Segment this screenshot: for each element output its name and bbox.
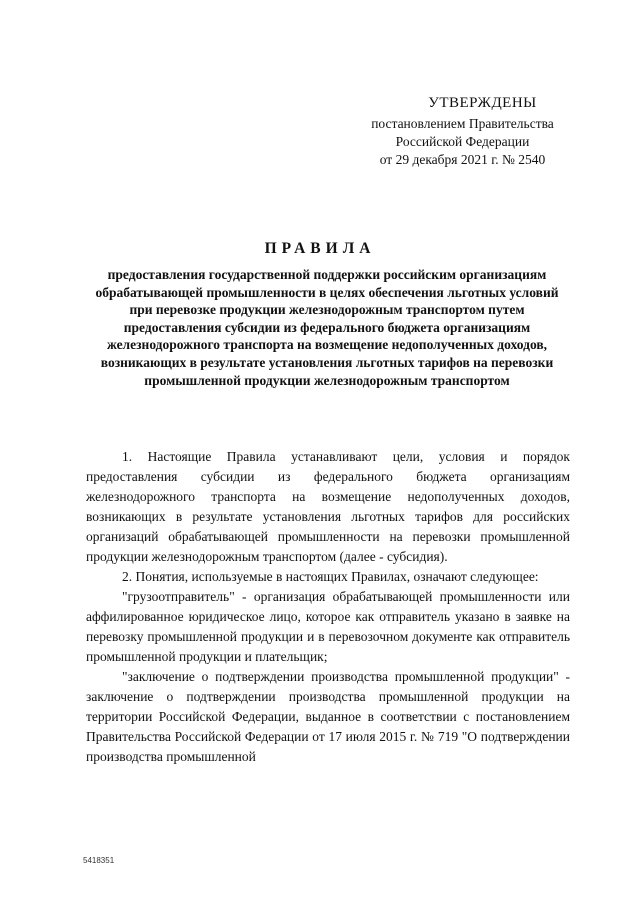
paragraph-1: 1. Настоящие Правила устанавливают цели, условия и порядок предоставления субсидии из федерального бюджета организациям железнодорожного транспорта на возмещение недополученных доходов, возникающих в результате установления льготных тарифов для российских организаций обрабатывающей промышленности на перевозки промышленной продукции железнодорожным транспортом (далее - субсидия). (86, 449, 570, 564)
document-title: ПРАВИЛА (264, 240, 376, 257)
paragraph-4: "заключение о подтверждении производства промышленной продукции" - заключение о подтверждении производства промышленной продукции на территории Российской Федерации, выданное в соответствии с постановлением Правительства Российской Федерации от 17 июля 2015 г. № 719 "О подтверждении производства промышленной (86, 669, 570, 764)
paragraph-2: 2. Понятия, используемые в настоящих Правилах, означают следующее: (122, 569, 539, 584)
document-subtitle: предоставления государственной поддержки российским организациям обрабатывающей промышленности в целях обеспечения льготных условий при перевозке продукции железнодорожным транспортом путем предоставления субсидии из федерального бюджета организациям железнодорожного транспорта на возмещение недополученных доходов, возникающих в результате установления льготных тарифов на перевозки промышленной продукции железнодорожным транспортом (95, 267, 559, 388)
approval-line-3: от 29 декабря 2021 г. № 2540 (379, 152, 546, 167)
document-body (86, 447, 570, 767)
approval-line-1: постановлением Правительства (371, 116, 554, 131)
approval-heading: УТВЕРЖДЕНЫ (428, 95, 537, 111)
approval-line-2: Российской Федерации (395, 134, 530, 149)
approval-stamp (340, 94, 585, 169)
paragraph-3: "грузоотправитель" - организация обрабатывающей промышленности или аффилированное юридическое лицо, которое как отправитель указано в заявке на перевозку промышленной продукции и в перевозочном документе как отправитель промышленной продукции и плательщик; (86, 589, 570, 664)
footer-code: 5418351 (83, 856, 115, 865)
